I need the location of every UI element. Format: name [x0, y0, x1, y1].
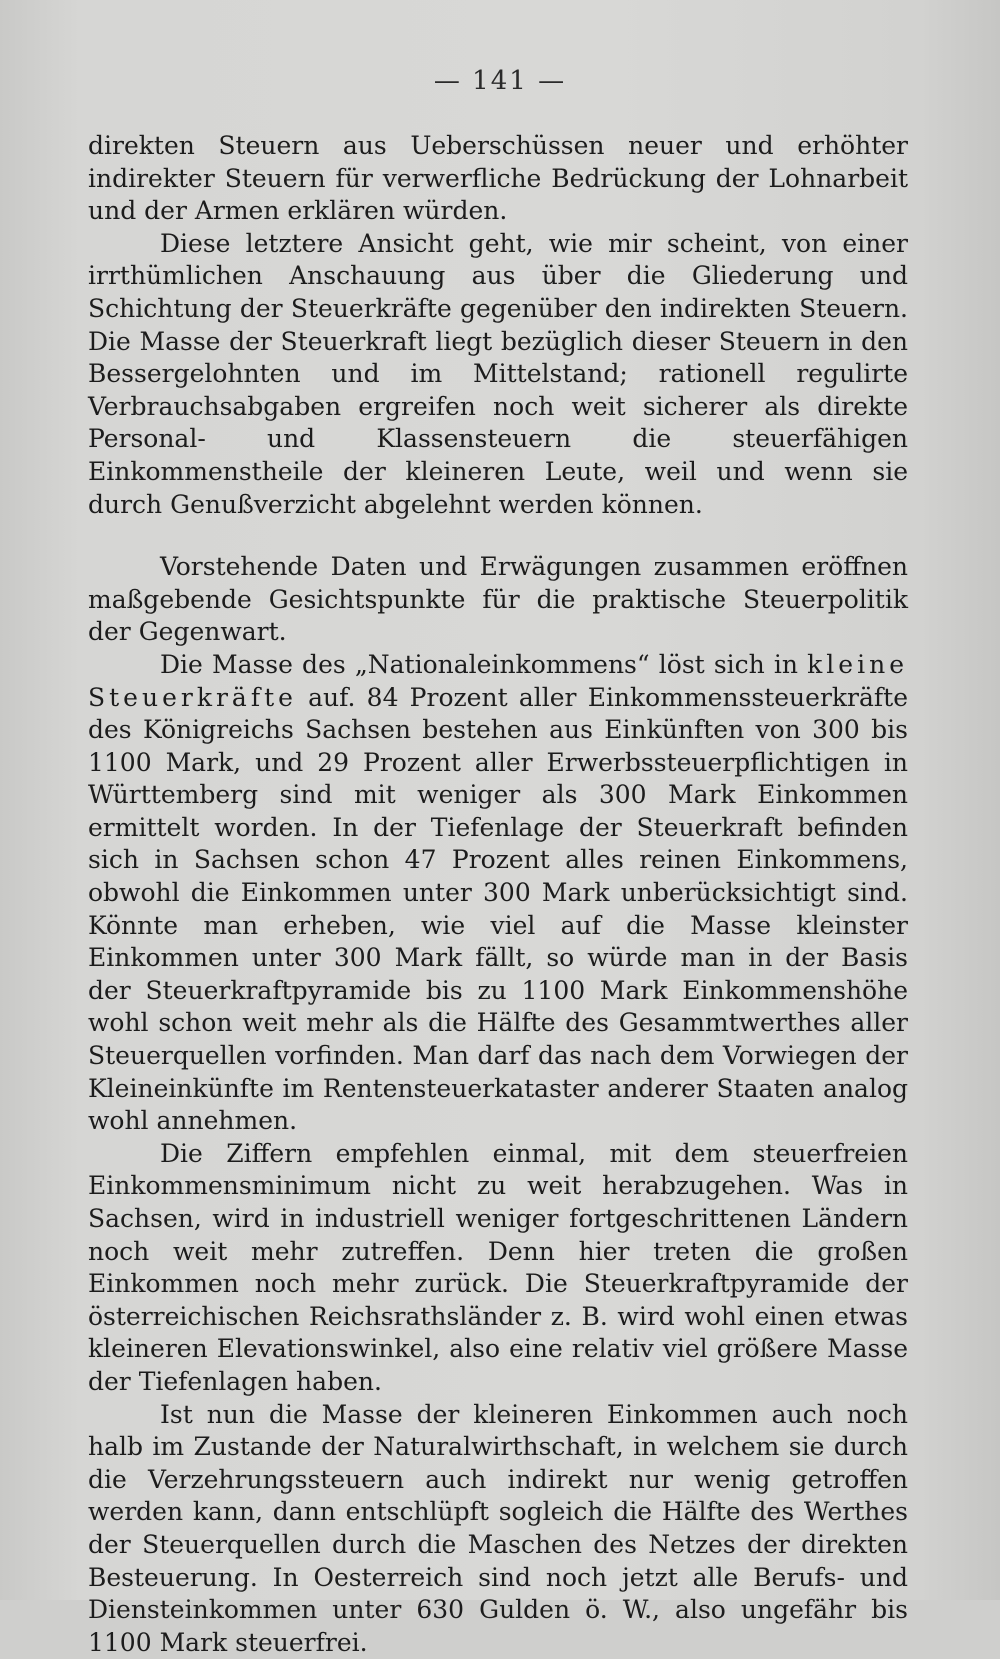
page-number: — 141 — — [433, 66, 567, 96]
paragraph-national-income — [88, 649, 908, 1138]
paragraph-indirect-taxes: Diese letztere Ansicht geht, wie mir scheint, von einer irrthümlichen Anschauung aus über die Gliederung und Schichtung der Steuerkräfte gegenüber den indirekten Steuern. Die Masse der Steuerkraft liegt bezüglich dieser Steuern in den Bessergelohnten und im Mittelstand; rationell regulirte Verbrauchsabgaben ergreifen noch weit sicherer als direkte Personal- und Klassensteuern die steuerfähigen Einkommenstheile der kleineren Leute, weil und wenn sie durch Genußverzicht abgelehnt werden können. — [88, 228, 908, 519]
paragraph-national-income-rest: auf. 84 Prozent aller Einkommenssteuerkräfte des Königreichs Sachsen bestehen aus Einkünften von 300 bis 1100 Mark, und 29 Prozent aller Erwerbssteuerpflichtigen in Württemberg sind mit weniger als 300 Mark Einkommen ermittelt worden. In der Tiefenlage der Steuerkraft befinden sich in Sachsen schon 47 Prozent alles reinen Einkommens, obwohl die Einkommen unter 300 Mark unberücksichtigt sind. Könnte man erheben, wie viel auf die Masse kleinster Einkommen unter 300 Mark fällt, so würde man in der Basis der Steuerkraftpyramide bis zu 1100 Mark Einkommenshöhe wohl schon weit mehr als die Hälfte des Gesammtwerthes aller Steuerquellen vorfinden. Man darf das nach dem Vorwiegen der Kleineinkünfte im Rentensteuerkataster anderer Staaten analog wohl annehmen. — [88, 682, 908, 1136]
paragraph-data-considerations: Vorstehende Daten und Erwägungen zusammen eröffnen maßgebende Gesichtspunkte für die praktische Steuerpolitik der Gegenwart. — [88, 552, 908, 647]
page-body — [88, 130, 908, 1659]
paragraph-national-income-start: Die Masse des „Nationaleinkommens“ löst sich in — [160, 649, 808, 679]
paragraph-natural-economy: Ist nun die Masse der kleineren Einkommen auch noch halb im Zustande der Naturalwirthschaft, in welchem sie durch die Verzehrungssteuern auch indirekt nur wenig getroffen werden kann, dann entschlüpft sogleich die Hälfte des Werthes der Steuerquellen durch die Maschen des Netzes der direkten Besteuerung. In Oesterreich sind noch jetzt alle Berufs- und Diensteinkommen unter 630 Gulden ö. W., also ungefähr bis 1100 Mark steuerfrei. — [88, 1399, 908, 1657]
paragraph-continuation: direkten Steuern aus Ueberschüssen neuer und erhöhter indirekter Steuern für verwerfliche Bedrückung der Lohnarbeit und der Armen erklären würden. — [88, 131, 908, 226]
paragraph-tax-free-minimum: Die Ziffern empfehlen einmal, mit dem steuerfreien Einkommensminimum nicht zu weit herabzugehen. Was in Sachsen, wird in industriell weniger fortgeschrittenen Ländern noch weit mehr zutreffen. Denn hier treten die großen Einkommen noch mehr zurück. Die Steuerkraftpyramide der österreichischen Reichsrathsländer z. B. wird wohl einen etwas kleineren Elevationswinkel, also eine relativ viel größere Masse der Tiefenlagen haben. — [88, 1138, 908, 1396]
emphasized-phrase: kleine Steuerkräfte — [88, 649, 908, 712]
